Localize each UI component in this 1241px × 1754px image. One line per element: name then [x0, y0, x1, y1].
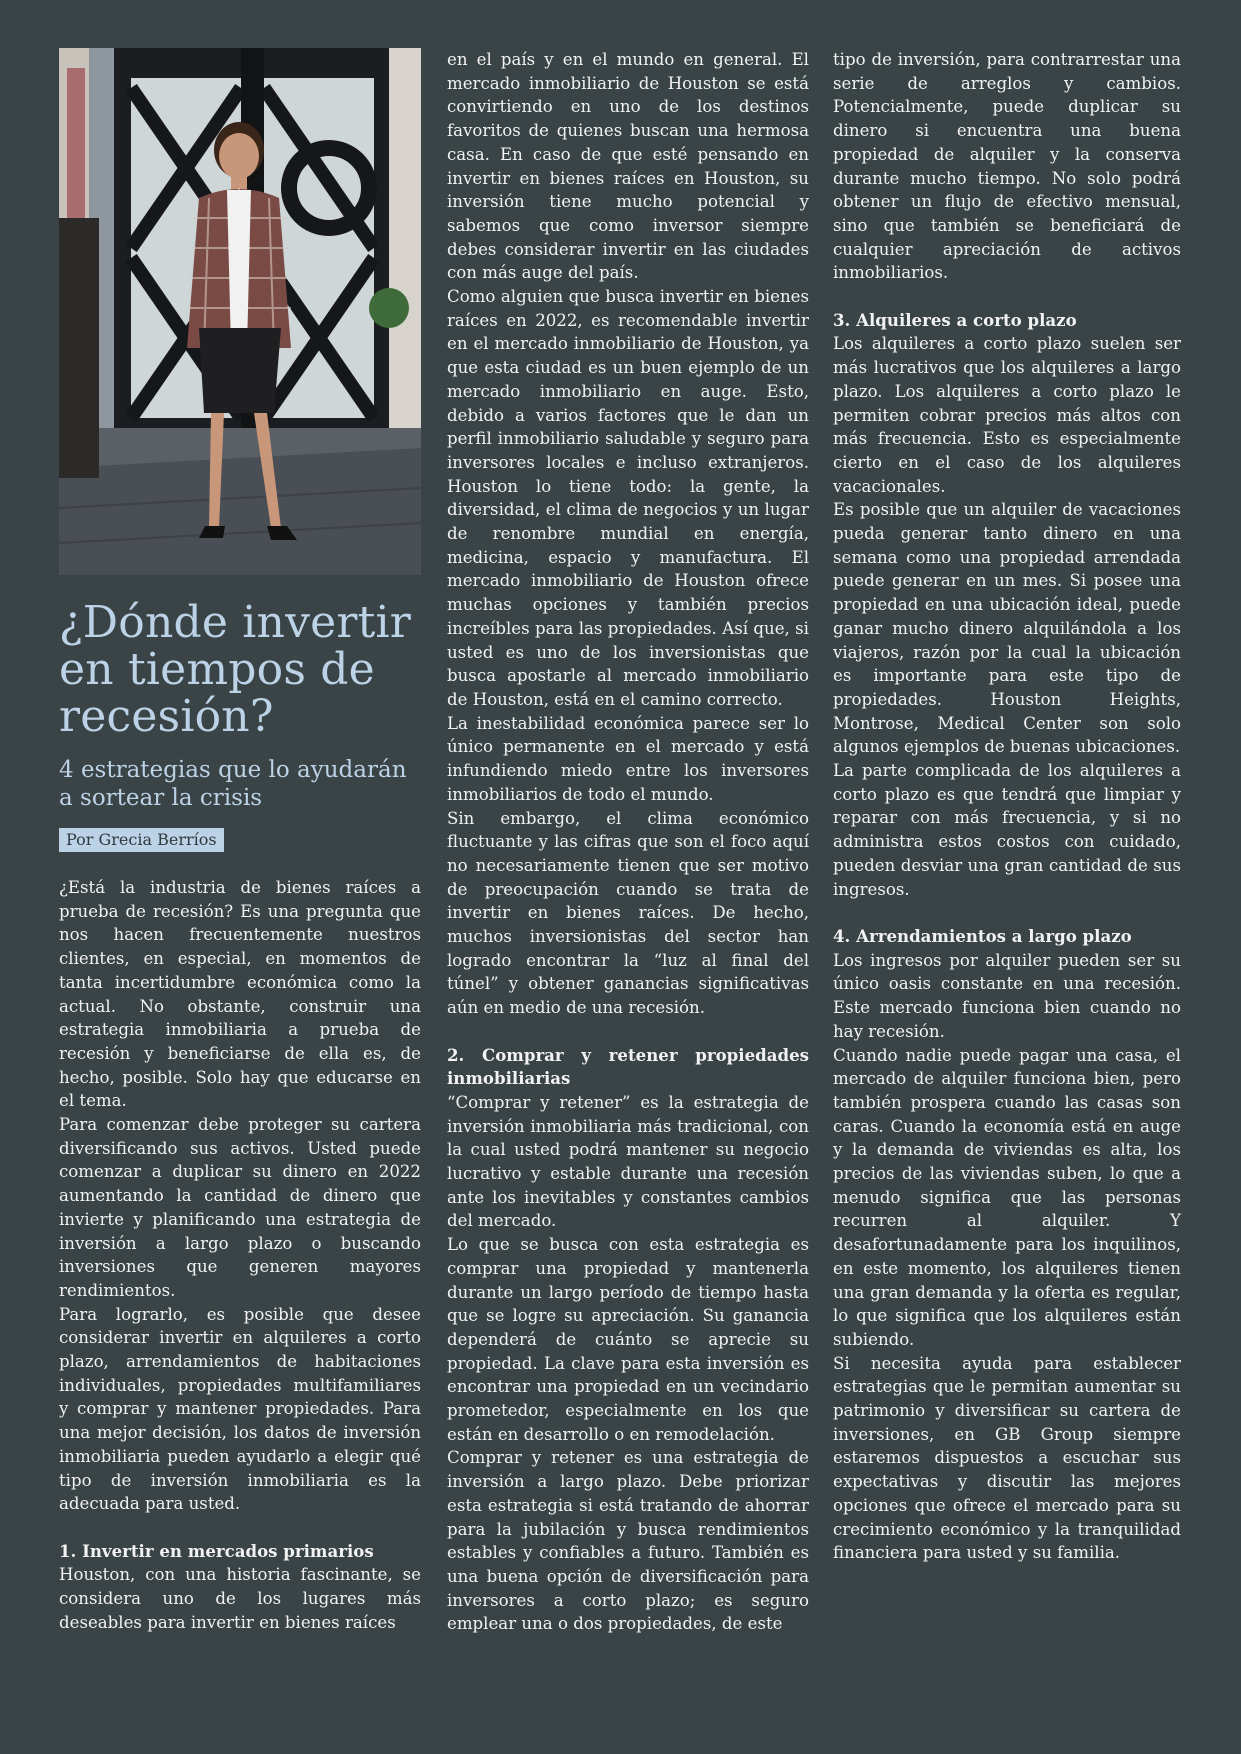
column-3 [833, 48, 1181, 1565]
column-2 [447, 48, 809, 1636]
section-4-heading: 4. Arrendamientos a largo plazo [833, 925, 1132, 946]
section-3-paragraph-3: La parte complicada de los alquileres a corto plazo es que tendrá que limpiar y reparar con más frecuencia, y si no administra estos costos con cuidado, pueden desviar una gran cantidad de sus ingresos. [833, 761, 1181, 899]
section-2-paragraph-1: “Comprar y retener” es la estrategia de inversión inmobiliaria más tradicional, con la cual usted podrá mantener su negocio lucrativo y estable durante una recesión ante los inevitables y constantes cambios del mercado. [447, 1092, 809, 1231]
section-2-heading: 2. Comprar y retener propiedades inmobiliarias [447, 1044, 809, 1089]
section-3-paragraph-1: Los alquileres a corto plazo suelen ser más lucrativos que los alquileres a largo plazo. Los alquileres a corto plazo le permiten cobrar precios más altos con más frecuencia. Esto es especialmente cierto en el caso de los alquileres vacacionales. [833, 334, 1181, 496]
section-1-paragraph-1a: Houston, con una historia fascinante, se considera uno de los lugares más deseables para invertir en bienes raíces [59, 1565, 421, 1632]
section-4-paragraph-3: Si necesita ayuda para establecer estrategias que le permitan aumentar su patrimonio y diversificar su cartera de inversiones, en GB Group siempre estaremos dispuestos a escuchar sus expectativas y discutir las mejores opciones que ofrece el mercado para su crecimiento económico y la tranquilidad financiera para usted y su familia. [833, 1353, 1181, 1563]
author-photo [59, 48, 421, 575]
section-1-paragraph-1b: en el país y en el mundo en general. El mercado inmobiliario de Houston se está convirtiendo en uno de los destinos favoritos de quienes buscan una hermosa casa. En caso de que esté pensando en invertir en bienes raíces en Houston, su inversión tiene mucho potencial y sabemos que como inversor siempre debes considerar invertir en las ciudades con más auge del país. [447, 50, 809, 283]
article-title: ¿Dónde invertir en tiempos de recesión? [59, 597, 412, 742]
section-4-paragraph-1: Los ingresos por alquiler pueden ser su único oasis constante en una recesión. Este mercado funciona bien cuando no hay recesión. [833, 950, 1181, 1041]
section-4-paragraph-2: Cuando nadie puede pagar una casa, el mercado de alquiler funciona bien, pero también prospera cuando las casas son caras. Cuando la economía está en auge y la demanda de viviendas es alta, los precios de las viviendas suben, lo que a menudo significa que las personas recurren al alquiler. Y desafortunadamente para los inquilinos, en este momento, los alquileres tienen una gran demanda y la oferta es regular, lo que significa que los alquileres están subiendo. [833, 1045, 1181, 1349]
intro-paragraph-1: ¿Está la industria de bienes raíces a prueba de recesión? Es una pregunta que nos hacen frecuentemente nuestros clientes, en especial, en momentos de tanta incertidumbre económica como la actual. No obstante, construir una estrategia inmobiliaria a prueba de recesión y beneficiarse de ella es, de hecho, posible. Solo hay que educarse en el tema. [59, 878, 421, 1111]
section-3-heading: 3. Alquileres a corto plazo [833, 309, 1077, 330]
section-1-paragraph-4: Sin embargo, el clima económico fluctuante y las cifras que son el foco aquí no necesariamente tienen que ser motivo de preocupación cuando se trata de invertir en bienes raíces. De hecho, muchos inversionistas del sector han logrado encontrar la “luz al final del túnel” y obtener ganancias significativas aún en medio de una recesión. [447, 808, 809, 1018]
column-1-text [59, 876, 421, 1634]
byline-badge: Por Grecia Berríos [59, 828, 224, 852]
section-1-heading: 1. Invertir en mercados primarios [59, 1540, 374, 1561]
intro-paragraph-2: Para comenzar debe proteger su cartera diversificando sus activos. Usted puede comenzar a duplicar su dinero en 2022 aumentando la cantidad de dinero que invierte y planificando una estrategia de inversión a largo plazo o buscando inversiones que generen mayores rendimientos. [59, 1115, 421, 1300]
section-1-paragraph-2: Como alguien que busca invertir en bienes raíces en 2022, es recomendable invertir en el mercado inmobiliario de Houston, ya que esta ciudad es un buen ejemplo de un mercado inmobiliario en auge. Esto, debido a varios factores que le dan un perfil inmobiliario saludable y seguro para inversores locales e incluso extranjeros. Houston lo tiene todo: la gente, la diversidad, el clima de negocios y un lugar de renombre mundial en energía, medicina, espacio y manufactura. El mercado inmobiliario de Houston ofrece muchas opciones y también precios increíbles para las propiedades. Así que, si usted es uno de los inversionistas que busca apostarle al mercado inmobiliario de Houston, está en el camino correcto. [447, 287, 809, 709]
section-1-paragraph-3: La inestabilidad económica parece ser lo único permanente en el mercado y está infundiendo miedo entre los inversores inmobiliarios de todo el mundo. [447, 713, 809, 804]
photo-illustration [59, 48, 421, 575]
section-3-paragraph-2: Es posible que un alquiler de vacaciones pueda generar tanto dinero en una semana como una propiedad arrendada puede generar en un mes. Si posee una propiedad en una ubicación ideal, puede ganar mucho dinero alquilándola a los viajeros, razón por la cual la ubicación es importante para este tipo de propiedades. Houston Heights, Montrose, Medical Center son solo algunos ejemplos de buenas ubicaciones. [833, 500, 1181, 757]
column-1 [59, 48, 421, 1634]
section-2-paragraph-3b: tipo de inversión, para contrarrestar una serie de arreglos y cambios. Potencialmente, puede duplicar su dinero si encuentra una buena propiedad de alquiler y la conserva durante mucho tiempo. No solo podrá obtener un flujo de efectivo mensual, sino que también se beneficiará de cualquier apreciación de activos inmobiliarios. [833, 50, 1181, 283]
section-2-paragraph-2: Lo que se busca con esta estrategia es comprar una propiedad y mantenerla durante un largo período de tiempo hasta que se logre su apreciación. Su ganancia dependerá de cuánto se aprecie su propiedad. La clave para esta inversión es encontrar una propiedad en un vecindario prometedor, especialmente en los que están en desarrollo o en remodelación. [447, 1235, 809, 1444]
section-2-paragraph-3a: Comprar y retener es una estrategia de inversión a largo plazo. Debe priorizar esta estrategia si está tratando de ahorrar para la jubilación y busca rendimientos estables y confiables a futuro. También es una buena opción de diversificación para inversores a corto plazo; es seguro emplear una o dos propiedades, de este [447, 1448, 809, 1634]
article-subtitle: 4 estrategias que lo ayudarán a sortear la crisis [59, 757, 407, 811]
intro-paragraph-3: Para lograrlo, es posible que desee considerar invertir en alquileres a corto plazo, arrendamientos de habitaciones individuales, propiedades multifamiliares y comprar y mantener propiedades. Para una mejor decisión, los datos de inversión inmobiliaria pueden ayudarlo a elegir qué tipo de inversión inmobiliaria es la adecuada para usted. [59, 1304, 421, 1514]
